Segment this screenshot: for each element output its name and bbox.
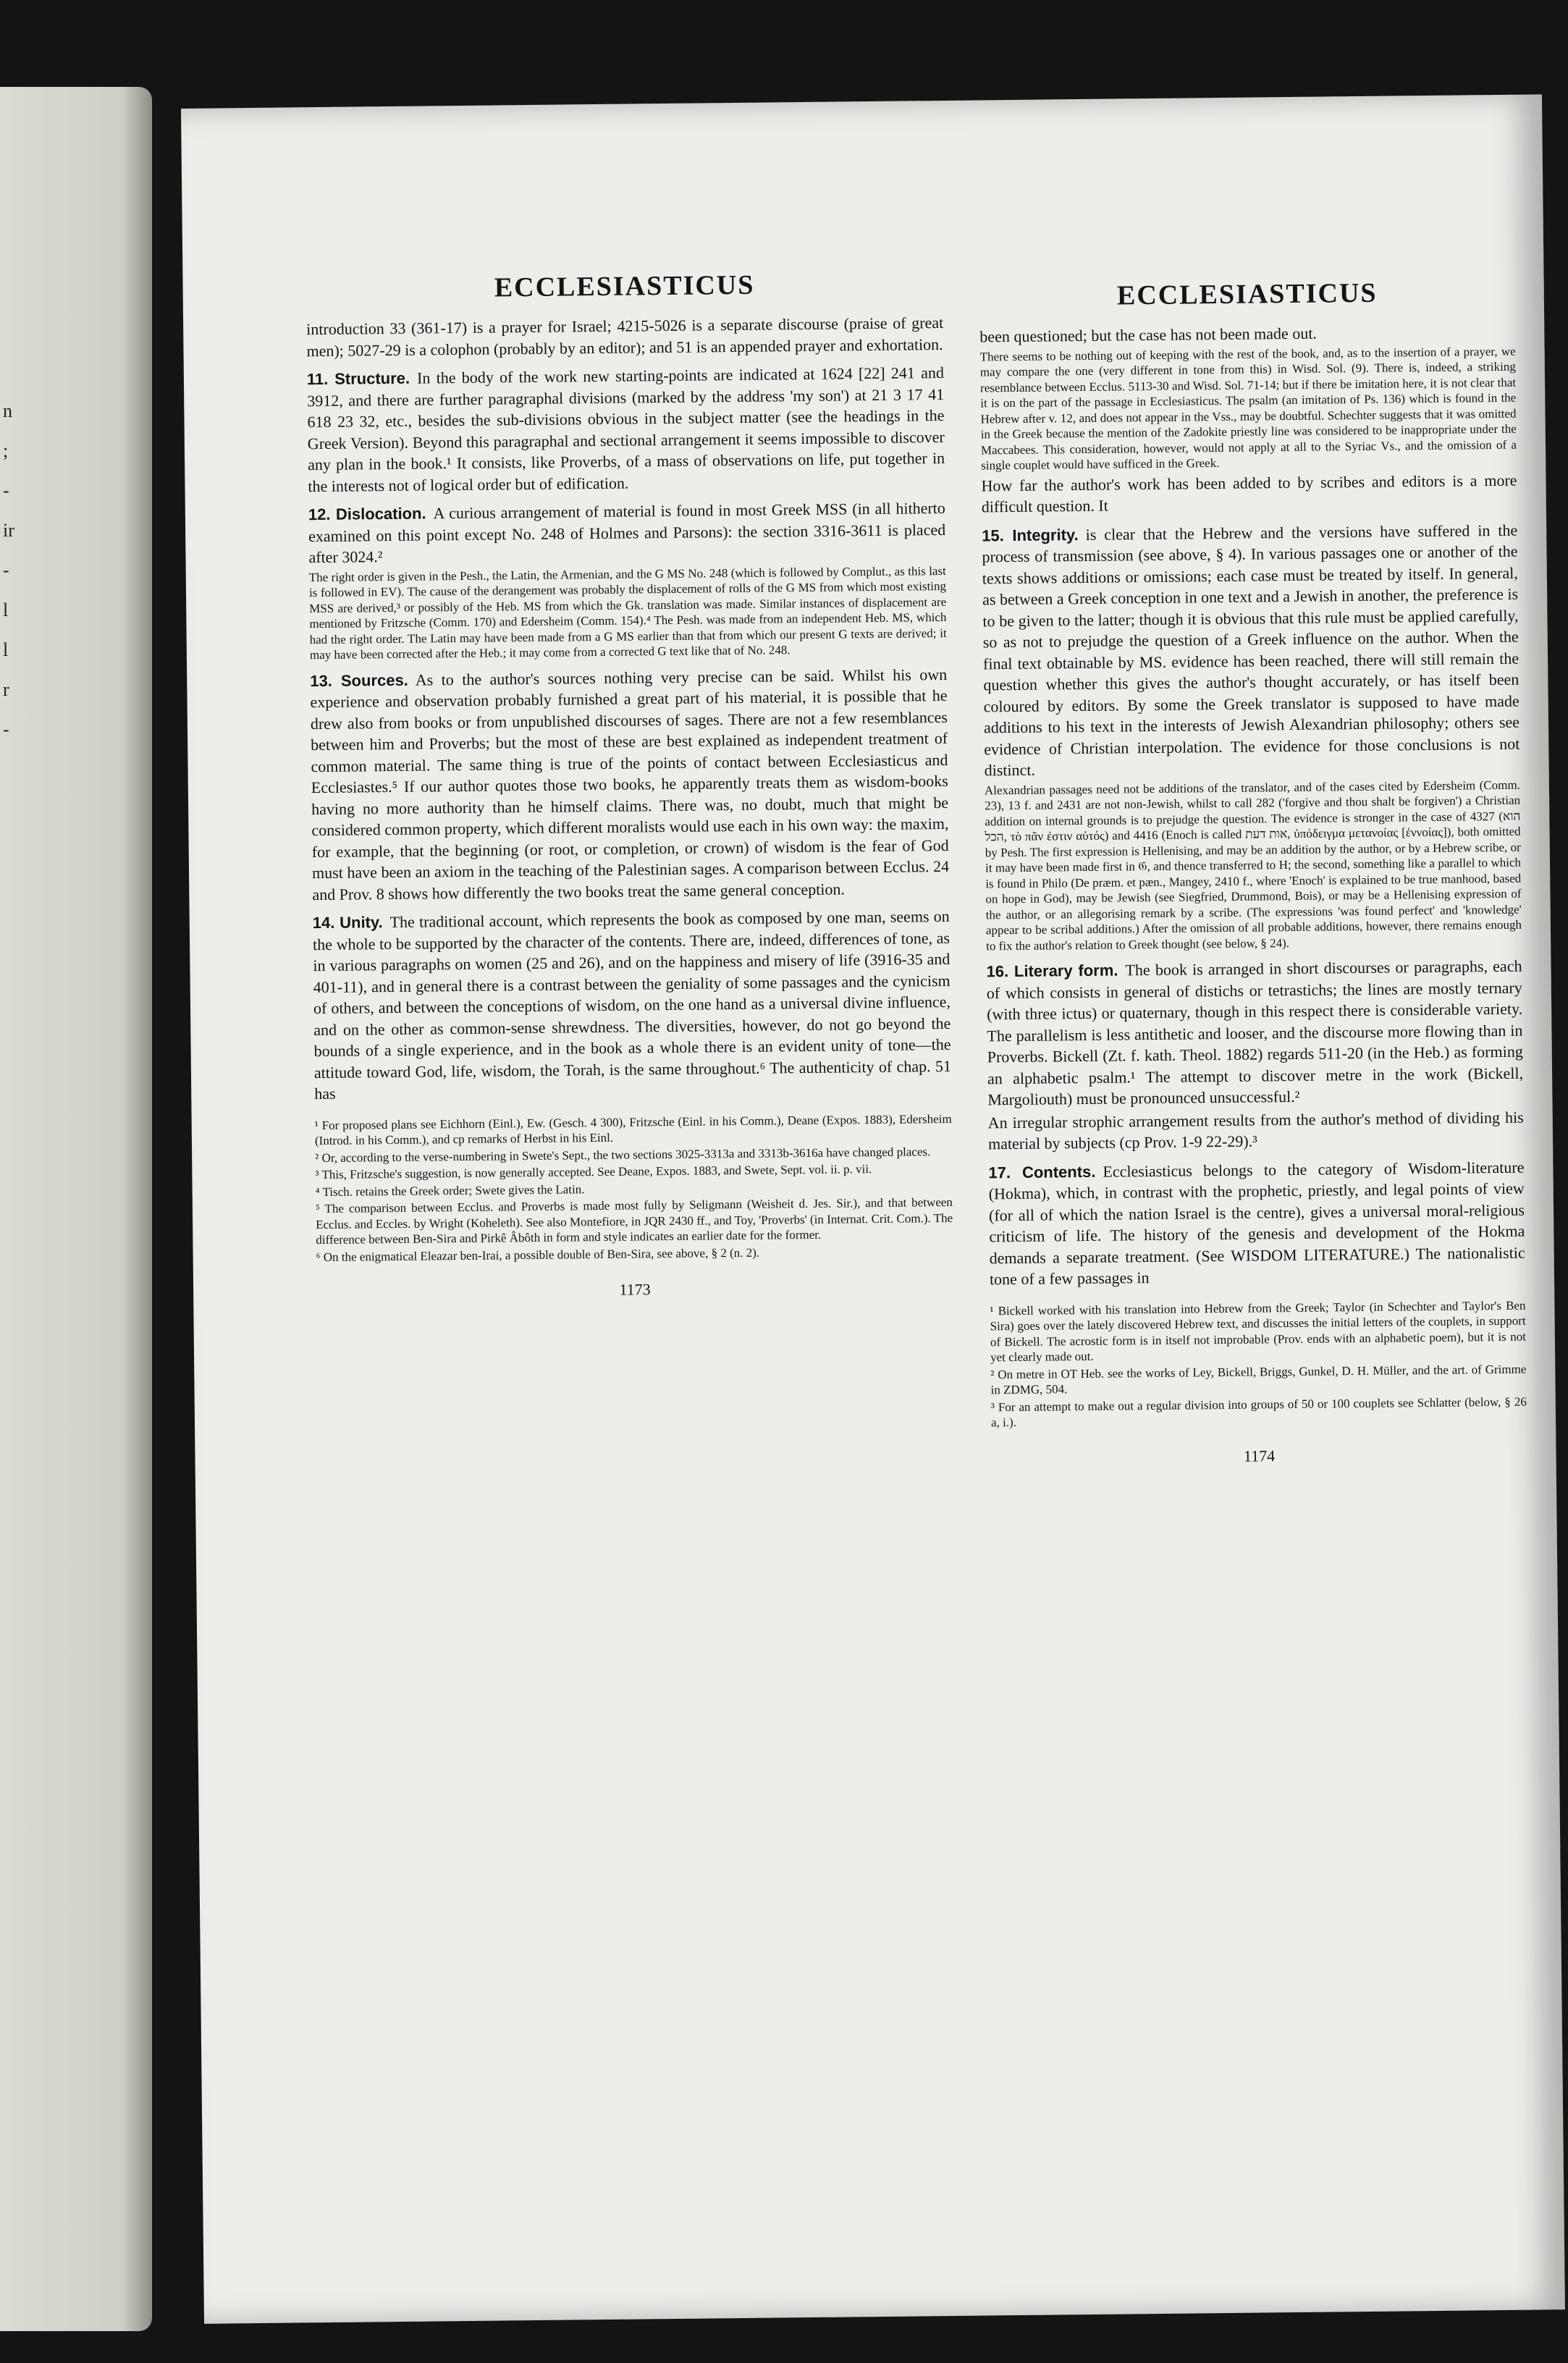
section-integrity [982,519,1522,953]
dislocation-note: The right order is given in the Pesh., the Latin, the Armenian, and the G MS No. 248 (which is followed by Complut., as this last is followed in EV). The cause of the derangement was probably the displacement of rolls of the G MS from which most existing MSS are derived,³ or possibly of the Heb. MS from which the Gk. translation was made. Similar instances of displacement are mentioned by Fritzsche (Comm. 170) and Edersheim (Comm. 154).⁴ The Pesh. was made from an independent Heb. MS, which had the right order. The Latin may have been made from a G MS earlier than that from which our present G texts are derived; it may have been corrected after the Heb.; it may come from a corrected G text like that of No. 248. [308,563,947,662]
section-structure [307,362,945,497]
section-dislocation [308,497,947,663]
section-heading: 16. Literary form. [986,961,1118,981]
section-text: Ecclesiasticus belongs to the category of Wisdom-literature (Hokma), which, in contrast with the prophetic, priestly, and legal points of view (for all of which the nation Israel is the centre), gives a universal moral-religious criticism of life. The history of the genesis and development of the Hokma demands a separate treatment. (See WISDOM LITERATURE.) The nationalistic tone of a few passages in [988,1158,1525,1289]
edge-letter: - [3,480,9,501]
integrity-note: Alexandrian passages need not be additions of the translator, and of the cases cited by Edersheim (Comm. 23), 13 f. and 2431 are not non-Jewish, whilst to call 282 ('forgive and thou shalt be forgiven') a Christian addition on internal grounds is to prejudge the question. The evidence is stronger in the case of 4327 (הוא הכל, τὸ πᾶν ἐστιν αὐτός) and 4416 (Enoch is called אות דעת, ὑπόδειγμα μετανοίας [ἐννοίας]), both omitted by Pesh. The first expression is Hellenising, and may be an addition by the author, or by a Hebrew scribe, or it may have been made first in 𝔊, and thence transferred to H; the second, something like a parallel to which is found in Philo (De præm. et pæn., Mangey, 2410 f., where 'Enoch' is explained to be true manhood, based on hope in God), may be Jewish (see Siegfried, Drummond, Bois), or may be a Hellenising expression of the author, or an allegorising remark by a scribe. (The expressions 'was found perfect' and 'knowledge' appear to be scribal additions.) After the omission of all probable additions, however, there remains enough to fix the author's relation to Greek thought (see below, § 24). [984,778,1522,953]
book-page [181,94,1565,2324]
section-contents [988,1156,1525,1290]
section-text: As to the author's sources nothing very precise can be said. Whilst his own experience and observation probably furnished a great part of his material, it is possible that he drew also from books or from unpublished discourses of sages. There are not a few resemblances between him and Proverbs; but the most of these are best explained as independent treatment of common material. The same thing is true of the points of contact between Ecclesiasticus and Ecclesiastes.⁵ If our author quotes those two books, he apparently treats them as wisdom-books having no more authority than he himself claims. There was, no doubt, much that might be considered common property, which different moralists would use each in his own way: the maxim, for example, that the beginning (or root, or completion, or crown) of wisdom is the fear of God must have been an axiom in the teaching of the Palestinian sages. A comparison between Ecclus. 24 and Prov. 8 shows how differently the two books treat the same general conception. [310,665,950,904]
footnote: ¹ For proposed plans see Eichhorn (Einl.), Ew. (Gesch. 4 300), Fritzsche (Einl. in his Comm.), Deane (Expos. 1883), Edersheim (Introd. in his Comm.), and cp remarks of Herbst in his Einl. [314,1111,952,1148]
intro-paragraph: introduction 33 (361-17) is a prayer for Israel; 4215-5026 is a separate discourse (praise of great men); 5027-29 is a colophon (probably by an editor); and 51 is an appended prayer and exhortation. [306,313,944,360]
section-unity [313,906,952,1105]
section-text: The book is arranged in short discourses or paragraphs, each of which consists in general of distichs or tetrastichs; the lines are mostly ternary (with three ictus) or quaternary, though in this respect there is considerable variety. The parallelism is less antithetic and looser, and the discourse more flowing than in Proverbs. Bickell (Zt. f. kath. Theol. 1882) regards 511-20 (in the Heb.) as forming an alphabetic psalm.¹ The attempt to discover metre in the work (Bickell, Margoliouth) must be pronounced unsuccessful.² [986,956,1524,1109]
section-heading: 12. Dislocation. [308,504,426,524]
footnote: ⁵ The comparison between Ecclus. and Proverbs is made most fully by Seligmann (Weisheit d. Jes. Sir.), and that between Ecclus. and Eccles. by Wright (Koheleth). See also Montefiore, in JQR 2430 ff., and Toy, 'Proverbs' (in Internat. Crit. Com.). The difference between Ben-Sira and Pirkê Âbôth in form and style indicates an earlier date for the former. [315,1195,953,1247]
edge-letter: ir [3,520,14,541]
footnote: ⁶ On the enigmatical Eleazar ben-Irai, a possible double of Ben-Sira, see above, § 2 (n. 2). [316,1245,760,1264]
section-heading: 11. Structure. [306,368,410,389]
edge-letter: - [3,719,9,740]
section-text: is clear that the Hebrew and the versions have suffered in the process of transmission (see above, § 4). In various passages one or another of the texts shows additions or omissions; each case must be treated by itself. In general, as between a Greek conception in one text and a Jewish in another, the preference is to be given to the latter; though it is obvious that this rule must be applied carefully, so as not to prejudge the question of a Greek influence on the author. When the final text obtainable by MS. evidence has been reached, there will still remain the question whether this gives the author's thought accurately, or has itself been coloured by editors. By some the Greek translator is supposed to have made additions to his text in the interests of Jewish Alexandrian philosophy; others see evidence of Christian interpolation. The evidence for those conclusions is not distinct. [982,521,1520,780]
facing-page-letters [3,391,25,749]
footnote: ² On metre in OT Heb. see the works of Ley, Bickell, Briggs, Gunkel, D. H. Müller, and the art. of Grimme in ZDMG, 504. [990,1362,1527,1397]
edge-letter: - [3,560,9,581]
edge-letter: r [3,679,9,700]
strophic-paragraph: An irregular strophic arrangement results from the author's method of dividing his material by subjects (cp Prov. 1-9 22-29).³ [987,1108,1524,1153]
intro-paragraph: been questioned; but the case has not been made out. [979,324,1317,346]
footnote: ² Or, according to the verse-numbering in Swete's Sept., the two sections 3025-3313a and 3313b-3616a have changed places. [315,1144,931,1165]
footnote: ⁴ Tisch. retains the Greek order; Swete gives the Latin. [315,1182,585,1199]
section-heading: 14. Unity. [312,913,383,932]
intro-note: There seems to be nothing out of keeping with the rest of the book, and, as to the insertion of a prayer, we may compare the one (very different in tone from this) in Wisd. Sol. (9). There is, indeed, a striking resemblance between Ecclus. 5113-30 and Wisd. Sol. 71-14; but if there be imitation here, it is not clear that it is on the part of the passage in Ecclesiasticus. The psalm (an imitation of Ps. 136) which is found in the Hebrew after v. 12, and does not appear in the Vss., may be doubtful. Schechter suggests that it was omitted in the Greek because the mention of the Zadokite priestly line was considered to be inappropriate under the Maccabees. This consideration, however, would not apply at all to the Syriac Vs., and the omission of a single couplet would have sufficed in the Greek. [979,344,1517,473]
running-head-left: ECCLESIASTICUS [494,269,755,303]
page-number-left: 1173 [619,1280,651,1299]
section-text: The traditional account, which represents the book as composed by one man, seems on the whole to be supported by the character of the contents. There are, indeed, differences of tone, as in various paragraphs on women (25 and 26), and on the happiness and misery of life (3916-35 and 401-11), and in general there is a contrast between the geniality of some passages and the cynicism of others, and between the conceptions of wisdom, on the one hand as a universal divine influence, and on the other as common-sense shrewdness. The diversities, however, do not go beyond the bounds of a single experience, and in the book as a whole there is an evident unity of tone—the attitude toward God, life, wisdom, the Torah, is the same throughout.⁶ The authenticity of chap. 51 has [312,906,952,1103]
left-column [305,267,953,1302]
section-sources [310,663,949,905]
section-text: In the body of the work new starting-points are indicated at 1624 [22] 241 and 3912, and there are further paragraphal divisions (marked by the address 'my son') at 21 3 17 41 618 23 32, etc., besides the sub-divisions obvious in the subject matter (see the headings in the Greek Version). Beyond this paragraphal and sectional arrangement it seems impossible to discover any plan in the book.¹ It consists, like Proverbs, of a mass of observations on life, put together in the interests not of logical order but of edification. [307,363,945,495]
right-column [979,276,1527,1468]
footnote: ¹ Bickell worked with his translation into Hebrew from the Greek; Taylor (in Schechter and Taylor's Ben Sira) goes over the lately discovered Hebrew text, and discusses the initial letters of the couplets, in support of Bickell. The acrostic form is in itself not improbable (Prov. ends with an alphabetic poem), but it is not yet clearly made out. [990,1298,1526,1365]
edge-letter: n [3,400,12,421]
footnotes-left [315,1111,953,1265]
footnotes-right [990,1297,1527,1431]
page-number-right: 1174 [1243,1446,1276,1465]
edge-letter: l [3,639,9,660]
section-text: A curious arrangement of material is found in most Greek MSS (in all hitherto examined on this point except No. 248 of Holmes and Parsons): the section 3316-3611 is placed after 3024.² [308,498,946,567]
edge-letter: ; [3,440,9,461]
section-literary-form [986,956,1524,1155]
running-head-right: ECCLESIASTICUS [1116,277,1378,311]
section-heading: 13. Sources. [310,670,408,690]
facing-page-edge [0,87,152,2331]
footnote: ³ For an attempt to make out a regular division into groups of 50 or 100 couplets see Schlatter (below, § 26 a, i.). [990,1394,1527,1430]
edge-letter: l [3,599,9,620]
footnote: ³ This, Fritzsche's suggestion, is now generally accepted. See Deane, Expos. 1883, and Swete, Sept. vol. ii. p. vii. [315,1162,872,1182]
section-heading: 15. Integrity. [982,525,1079,544]
integrity-lead: How far the author's work has been added to by scribes and editors is a more difficult question. It [981,471,1517,516]
section-heading: 17. Contents. [988,1162,1096,1182]
